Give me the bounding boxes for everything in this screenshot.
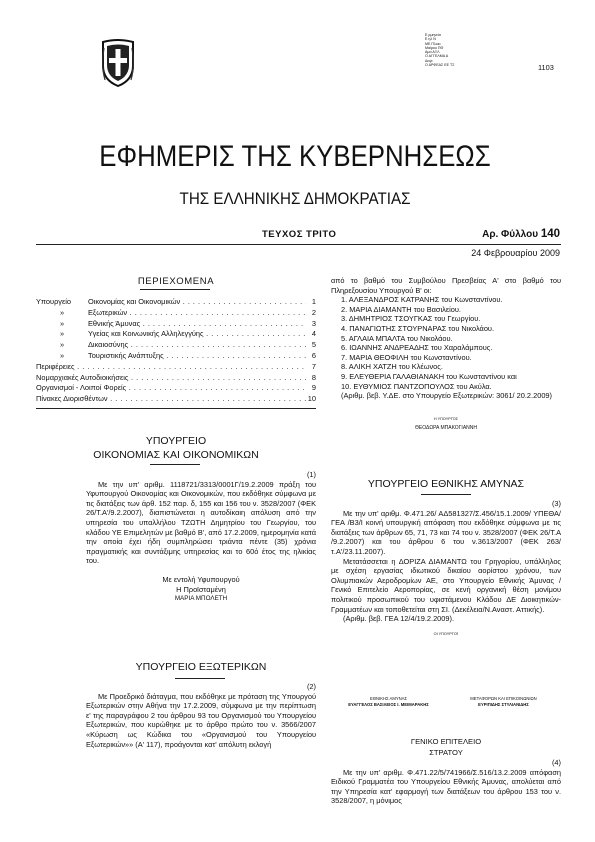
signature-name: ΘΕΟΔΩΡΑ ΜΠΑΚΟΓΙΑΝΝΗ bbox=[415, 425, 477, 432]
toc-item[interactable] bbox=[36, 362, 316, 373]
toc-item-title: Πίνακες Διορισθέντων bbox=[36, 394, 108, 404]
toc-bottom-rule bbox=[36, 408, 316, 409]
ministry-heading-underline bbox=[150, 464, 200, 465]
decision-4 bbox=[331, 758, 561, 806]
toc-item-page: 9 bbox=[311, 383, 316, 393]
toc-item-page: 8 bbox=[311, 372, 316, 382]
promoted-list bbox=[331, 295, 561, 391]
ministry-heading-underline bbox=[175, 678, 225, 679]
certification-reference: (Αριθμ. βεβ. Υ.ΔΕ. στο Υπουργείο Εξωτερικών: 3061/ 20.2.2009) bbox=[341, 391, 553, 401]
decision-text: από το βαθμό του Συμβούλου Πρεσβείας Α' στο βαθμό του Πληρεξουσίου Υπουργού Β' οι: bbox=[331, 276, 561, 295]
signature-name: ΕΥΑΓΓΕΛΟΣ ΒΑΣΙΛΕΙΟΣ Ι. ΜΕΙΜΑΡΑΚΗΣ bbox=[348, 702, 429, 707]
ministry-heading-foreign: ΥΠΟΥΡΓΕΙΟ ΕΞΩΤΕΡΙΚΩΝ bbox=[135, 661, 267, 673]
signature-name: ΜΑΡΙΑ ΜΠΟΛΕΤΗ bbox=[174, 595, 228, 603]
sub-heading-line: ΓΕΝΙΚΟ ΕΠΙΤΕΛΕΙΟ bbox=[410, 737, 482, 746]
decision-text: Με την υπ' αριθμ. 1118721/3313/0001Γ/19.2.2009 πράξη του Υφυπουργού Οικονομίας και Οικονομικών, που εκδόθηκε σύμφωνα με τις διατάξεις των άρθ. 152 παρ. δ, 155 και 156 του ν. 3528/2007 (ΦΕΚ 26/Τ.Α'/9.2.2007), διαπιστώνεται η αυτοδίκαιη απόλυση από την υπηρεσία του υπαλλήλου ΤΖΩΤΗ Δημητρίου του Γεωργίου, του κλάδου ΥΕ Επιμελητών με βαθμό Β', από 17.2.2009, ημερομηνία κατά την οποία έχει ήδη συμπληρώσει τριάντα πέντε (35) χρόνια πραγματικής και συντάξιμης υπηρεσίας και το 60ό έτος της ηλικίας του. bbox=[86, 479, 316, 566]
table-of-contents bbox=[36, 297, 316, 405]
list-item: 4. ΠΑΝΑΓΙΩΤΗΣ ΣΤΟΥΡΝΑΡΑΣ του Νικολάου. bbox=[341, 323, 495, 333]
gazette-title: ΕΦΗΜΕΡΙΣ ΤΗΣ ΚΥΒΕΡΝΗΣΕΩΣ bbox=[99, 140, 491, 173]
decision-number: (2) bbox=[306, 682, 316, 691]
decision-2-continued bbox=[331, 276, 561, 434]
corner-note-line: Μαίρου ΠΘ bbox=[425, 45, 444, 50]
list-item: 3. ΔΗΜΗΤΡΙΟΣ ΤΣΟΥΓΚΑΣ του Γεωργίου. bbox=[341, 314, 481, 324]
toc-heading-underline bbox=[140, 289, 210, 290]
decision-2 bbox=[86, 682, 316, 749]
decision-text: Με την υπ' αριθμ. Φ.471.26/ ΑΔ581327/Σ.456/15.1.2009/ ΥΠΕΘΑ/ΓΕΑ /Β3/Ι κοινή υπουργική απόφαση που εκδόθηκε σύμφωνα με τις διατάξεις των άρθρων 65, 71, 73 και 74 του ν. 3528/2007 (ΦΕΚ 26/Τ.Α /9.2.2007) και του άρθρου 6 του ν.3613/2007 (ΦΕΚ 263/τ.Α'/23.11.2007). bbox=[331, 508, 561, 556]
signature-name: ΕΥΡΙΠΙΔΗΣ ΣΤΥΛΙΑΝΙΔΗΣ bbox=[478, 702, 529, 707]
signature-role: Η ΥΠΟΥΡΓΌΣ bbox=[433, 416, 459, 421]
toc-item-title: Τουριστικής Ανάπτυξης bbox=[88, 350, 164, 360]
issue-series: ΤΕΥΧΟΣ ΤΡΙΤΟ bbox=[262, 229, 337, 240]
corner-note-line: Ε ρμηνεία bbox=[425, 33, 441, 37]
corner-note-line: Δεψι bbox=[425, 58, 433, 63]
toc-item-title: Δικαιοσύνης bbox=[88, 340, 129, 350]
corner-note-line: Ο ΑΓΓΕΛΜΑ Α bbox=[425, 54, 449, 59]
publisher-corner-note bbox=[425, 33, 485, 67]
list-item: 2. ΜΑΡΙΑ ΔΙΑΜΑΝΤΗ του Βασιλείου. bbox=[341, 304, 461, 314]
list-item: 9. ΕΛΕΥΘΕΡΙΑ ΓΑΛΑΘΙΑΝΑΚΗ του Κωνσταντίνου και bbox=[341, 371, 517, 381]
list-item: 6. ΙΩΑΝΝΗΣ ΑΝΔΡΕΑΔΗΣ του Χαραλάμπους. bbox=[341, 343, 493, 353]
toc-item[interactable] bbox=[36, 308, 316, 319]
list-item: 8. ΑΛΙΚΗ ΧΑΤΖΗ του Κλέωνος. bbox=[341, 362, 443, 372]
ministry-heading-line: ΥΠΟΥΡΓΕΙΟ bbox=[145, 435, 207, 447]
issue-date: 24 Φεβρουαρίου 2009 bbox=[471, 248, 560, 258]
toc-item-section: » bbox=[59, 350, 65, 360]
ministry-heading-line: ΟΙΚΟΝΟΜΙΑΣ ΚΑΙ ΟΙΚΟΝΟΜΙΚΩΝ bbox=[93, 449, 259, 461]
toc-item-title: Περιφέρειες bbox=[36, 361, 75, 371]
list-item: 10. ΕΥΘΥΜΙΟΣ ΠΑΝΤΖΟΠΟΥΛΟΣ του Ακύλα. bbox=[341, 381, 492, 391]
greek-coat-of-arms-emblem bbox=[99, 36, 137, 88]
toc-item-page: 5 bbox=[311, 340, 316, 350]
toc-item-page: 3 bbox=[311, 318, 316, 328]
ministry-heading-economy bbox=[36, 434, 316, 462]
toc-item-title: Οργανισμοί - Λοιποί Φορείς bbox=[36, 383, 127, 393]
toc-item-title: Οικονομίας και Οικονομικών bbox=[88, 297, 181, 306]
signature-title: ΜΕΤΑΦΟΡΩΝ ΚΑΙ ΕΠΙΚΟΙΝΩΝΙΩΝ bbox=[470, 696, 537, 701]
sub-heading-line: ΣΤΡΑΤΟΥ bbox=[429, 747, 463, 757]
toc-item-title: Νομαρχιακές Αυτοδιοικήσεις bbox=[36, 372, 129, 382]
toc-item-section: » bbox=[59, 318, 65, 328]
page-number: 1103 bbox=[538, 63, 554, 72]
toc-item-section: » bbox=[59, 307, 65, 317]
toc-item[interactable] bbox=[36, 383, 316, 394]
toc-item-title: Υγείας και Κοινωνικής Αλληλεγγύης bbox=[88, 329, 204, 339]
certification-reference: (Αριθμ. βεβ. ΓΕΑ 12/4/19.2.2009). bbox=[343, 614, 455, 624]
list-item: 5. ΑΓΛΑΙΑ ΜΠΑΛΤΑ του Νικολάου. bbox=[341, 333, 453, 343]
decision-text: Μετατάσσεται η ΔΟΡΙΖΑ ΔΙΑΜΑΝΤΩ του Γρηγορίου, υπάλληλος με σχέση εργασίας ιδιωτικού δικαίου αορίστου χρόνου, των Ολυμπιακών Αεροδρομίων ΑΕ, στο Υπουργείο Εθνικής Άμυνας / Γενικό Επιτελείο Αεροπορίας, σε κενή οργανική θέση μονίμου πολιτικού προσωπικού του υφιστάμενου Κλάδου ΔΕ Διοικητικών-Γραμματέων και τοποθετείται στη ΣΙ. (Δεκέλεια/Ν.Αναστ. Αττικής). bbox=[331, 556, 561, 614]
signature-authority: Με εντολή Υφυπουργού bbox=[162, 574, 240, 584]
decision-text: Με την υπ' αριθμ. Φ.471.22/5/741966/Σ.516/13.2.2009 απόφαση Ειδικού Γραμματέα του Υπουργείου Εθνικής Άμυνας, απολύεται από την Υπηρεσία κατ' εφαρμογή των διατάξεων του άρθρου 153 του ν. 3528/2007, η μόνιμος bbox=[331, 767, 561, 806]
corner-note-line: Ε ηλ Ν bbox=[425, 37, 436, 42]
corner-note-line: ΜΕ Πλοιο bbox=[425, 41, 441, 46]
decision-1 bbox=[86, 470, 316, 604]
toc-item-page: 7 bbox=[311, 361, 316, 371]
sheet-number: 140 bbox=[540, 228, 560, 240]
toc-heading: ΠΕΡΙΕΧΟΜΕΝΑ bbox=[137, 276, 215, 287]
corner-note-line: Αμα ΑΞΛ bbox=[425, 50, 440, 55]
toc-item-section: » bbox=[59, 340, 65, 350]
toc-item[interactable] bbox=[36, 351, 316, 362]
signature-role: ΟΙ ΥΠΟΥΡΓΟΊ bbox=[433, 631, 459, 636]
ministry-heading-defence: ΥΠΟΥΡΓΕΙΟ ΕΘΝΙΚΗΣ ΑΜΥΝΑΣ bbox=[367, 478, 525, 490]
toc-item[interactable] bbox=[36, 297, 316, 308]
sheet-number-line bbox=[420, 228, 560, 240]
toc-item[interactable] bbox=[36, 340, 316, 351]
ministry-heading-underline bbox=[421, 494, 471, 495]
toc-item-page: 6 bbox=[311, 350, 316, 360]
toc-item[interactable] bbox=[36, 373, 316, 384]
list-item: 7. ΜΑΡΙΑ ΘΕΟΦΙΛΗ του Κωνσταντίνου. bbox=[341, 352, 472, 362]
toc-item[interactable] bbox=[36, 319, 316, 330]
signature-role: Η Προϊσταμένη bbox=[176, 584, 226, 594]
toc-item-section: Υπουργείο bbox=[36, 297, 72, 306]
signature-title: ΕΘΝΙΚΗΣ ΑΜΥΝΑΣ bbox=[369, 696, 408, 701]
toc-item-page: 2 bbox=[311, 307, 316, 317]
sheet-label: Αρ. Φύλλου bbox=[482, 229, 539, 240]
toc-item[interactable] bbox=[36, 394, 316, 405]
sub-heading-army-staff bbox=[331, 737, 561, 758]
toc-item[interactable] bbox=[36, 329, 316, 340]
decision-text: Με Προεδρικό διάταγμα, που εκδόθηκε με πρόταση της Υπουργού Εξωτερικών στην Αθήνα την 17.2.2009, σύμφωνα με την περίπτωση ε' της παραγράφου 2 του άρθρου 93 του Οργανισμού του Υπουργείου Εξωτερικών, που κυρώθηκε με το άρθρο πρώτο του ν. 3566/2007 «Κύρωση ως Κώδικα του «Οργανισμού του Υπουργείου Εξωτερικών»» (Α' 117), προάγονται κατ' απόλυτη εκλογή bbox=[86, 691, 316, 749]
toc-item-title: Εθνικής Άμυνας bbox=[88, 318, 141, 328]
decision-number: (4) bbox=[551, 758, 561, 767]
toc-item-page: 4 bbox=[311, 329, 316, 339]
toc-item-page: 1 bbox=[311, 297, 316, 306]
corner-note-line: Ο ΑΡΦΕΑΣ ΕΕ ΤΣ bbox=[425, 63, 455, 68]
masthead-rule bbox=[36, 244, 561, 245]
list-item: 1. ΑΛΕΞΑΝΔΡΟΣ ΚΑΤΡΑΝΗΣ του Κωνσταντίνου. bbox=[341, 295, 503, 305]
gazette-subtitle: ΤΗΣ ΕΛΛΗΝΙΚΗΣ ΔΗΜΟΚΡΑΤΙΑΣ bbox=[179, 190, 411, 208]
toc-item-page: 10 bbox=[307, 394, 316, 404]
decision-3 bbox=[331, 499, 561, 639]
toc-item-section: » bbox=[59, 329, 65, 339]
decision-number: (1) bbox=[306, 470, 316, 479]
toc-item-title: Εξωτερικών bbox=[88, 307, 128, 317]
decision-number: (3) bbox=[551, 499, 561, 508]
